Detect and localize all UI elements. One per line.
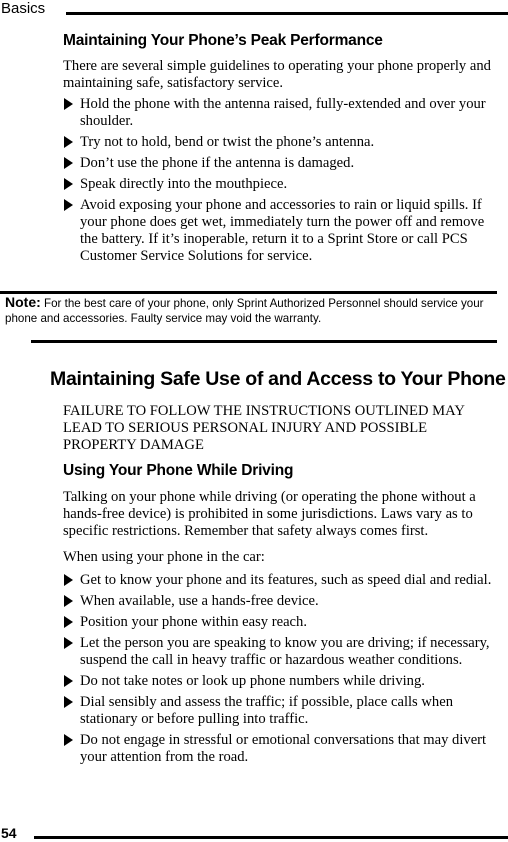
list-item bbox=[63, 732, 495, 766]
section-heading-peak-performance: Maintaining Your Phone’s Peak Performance bbox=[63, 32, 383, 49]
list-item-text: Don’t use the phone if the antenna is damaged. bbox=[80, 155, 355, 171]
bullet-arrow-icon bbox=[64, 675, 73, 687]
list-item-text: Position your phone within easy reach. bbox=[80, 614, 307, 630]
section1-intro-paragraph: There are several simple guidelines to operating your phone properly and maintaining safe, satisfactory service. bbox=[63, 58, 491, 91]
note-top-rule bbox=[0, 291, 497, 294]
list-item bbox=[63, 197, 495, 265]
list-item-text: Try not to hold, bend or twist the phone’s antenna. bbox=[80, 134, 375, 150]
list-item bbox=[63, 155, 495, 172]
list-item-text: When available, use a hands-free device. bbox=[80, 593, 319, 609]
note-text: For the best care of your phone, only Sprint Authorized Personnel should service your phone and accessories. Faulty service may void the warranty. bbox=[5, 297, 484, 325]
bullet-arrow-icon bbox=[64, 595, 73, 607]
safety-warning-text: FAILURE TO FOLLOW THE INSTRUCTIONS OUTLINED MAY LEAD TO SERIOUS PERSONAL INJURY AND POSSIBLE PROPERTY DAMAGE bbox=[63, 403, 465, 453]
list-item bbox=[63, 593, 495, 610]
list-item-text: Hold the phone with the antenna raised, fully-extended and over your shoulder. bbox=[80, 96, 486, 129]
section-heading-safe-use: Maintaining Safe Use of and Access to Your Phone bbox=[50, 368, 506, 390]
list-item bbox=[63, 572, 495, 589]
list-item bbox=[63, 176, 495, 193]
note-bottom-rule bbox=[31, 340, 497, 343]
note-label: Note: bbox=[5, 294, 41, 310]
list-item-text: Do not take notes or look up phone numbers while driving. bbox=[80, 673, 425, 689]
bullet-arrow-icon bbox=[64, 637, 73, 649]
list-item bbox=[63, 134, 495, 151]
car-intro-paragraph: When using your phone in the car: bbox=[63, 549, 265, 565]
list-item bbox=[63, 96, 495, 130]
list-item bbox=[63, 694, 495, 728]
running-header-section: Basics bbox=[1, 0, 46, 17]
driving-paragraph: Talking on your phone while driving (or operating the phone without a hands-free device) is prohibited in some jurisdictions. Laws vary as to specific restrictions. Remember that safety always comes first. bbox=[63, 489, 476, 539]
list-item bbox=[63, 673, 495, 690]
bullet-arrow-icon bbox=[64, 157, 73, 169]
bullet-arrow-icon bbox=[64, 734, 73, 746]
list-item-text: Get to know your phone and its features, such as speed dial and redial. bbox=[80, 572, 492, 588]
bullet-arrow-icon bbox=[64, 98, 73, 110]
list-item bbox=[63, 614, 495, 631]
bullet-arrow-icon bbox=[64, 178, 73, 190]
note-box bbox=[5, 295, 495, 326]
page-number: 54 bbox=[1, 825, 17, 841]
footer-rule bbox=[34, 836, 508, 839]
list-item-text: Dial sensibly and assess the traffic; if possible, place calls when stationary or before pulling into traffic. bbox=[80, 694, 453, 727]
header-rule bbox=[66, 12, 508, 15]
list-item bbox=[63, 635, 495, 669]
bullet-arrow-icon bbox=[64, 574, 73, 586]
bullet-arrow-icon bbox=[64, 616, 73, 628]
list-item-text: Do not engage in stressful or emotional conversations that may divert your attention from the road. bbox=[80, 732, 487, 765]
list-item-text: Speak directly into the mouthpiece. bbox=[80, 176, 288, 192]
list-item-text: Avoid exposing your phone and accessories to rain or liquid spills. If your phone does get wet, immediately turn the power off and remove the battery. If it’s inoperable, return it to a Sprint Store or call PCS Customer Service Solutions for service. bbox=[80, 197, 485, 264]
bullet-arrow-icon bbox=[64, 696, 73, 708]
subheading-driving: Using Your Phone While Driving bbox=[63, 462, 294, 479]
section1-bullet-list bbox=[63, 96, 495, 265]
section2-bullet-list bbox=[63, 572, 495, 766]
bullet-arrow-icon bbox=[64, 199, 73, 211]
bullet-arrow-icon bbox=[64, 136, 73, 148]
list-item-text: Let the person you are speaking to know you are driving; if necessary, suspend the call in heavy traffic or hazardous weather conditions. bbox=[80, 635, 490, 668]
